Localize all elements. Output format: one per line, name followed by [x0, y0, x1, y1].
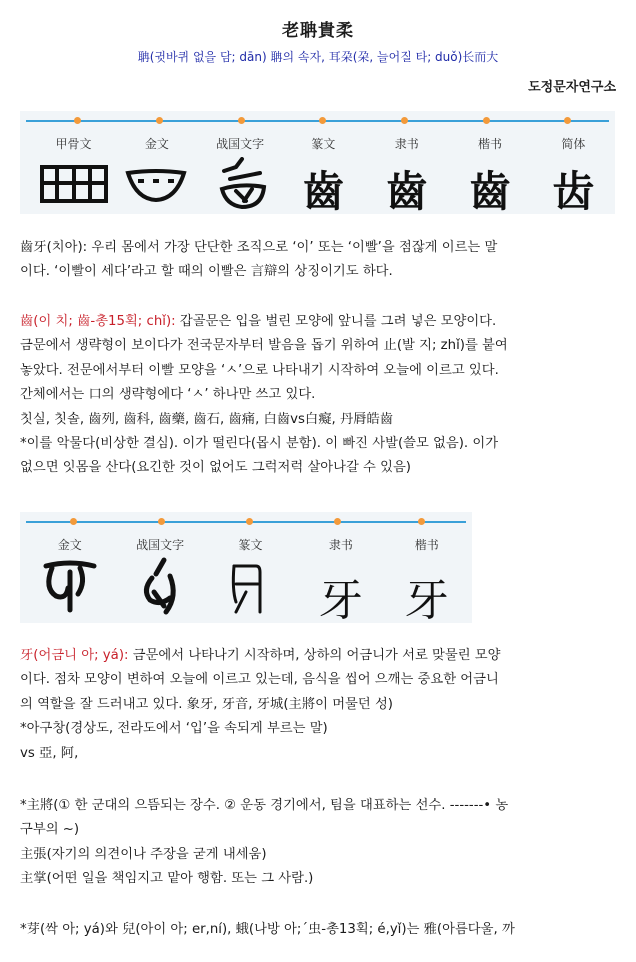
timeline-tick: [238, 117, 245, 124]
timeline-tick: [564, 117, 571, 124]
text-line: 의 역할을 잘 드러내고 있다. 象牙, 牙音, 牙城(主將이 머물던 성): [20, 696, 393, 712]
stage-label: 战国文字: [216, 137, 265, 151]
paragraph-chi: [20, 310, 616, 481]
stage-label: 隶书: [394, 137, 419, 151]
entry-heading: 牙(어금니 아; yá):: [20, 648, 129, 663]
script-evolution-chart-ya: [20, 512, 472, 626]
stage-label: 战国文字: [136, 538, 185, 552]
text-line: 놓았다. 전문에서부터 이빨 모양을 ‘ㅅ’으로 나타내기 시작하여 오늘에 이르고 있다.: [20, 362, 499, 378]
paragraph-jujang: [20, 794, 616, 892]
timeline-tick: [74, 117, 81, 124]
simplified-glyph-chi: 齿: [552, 167, 595, 216]
clerical-glyph-ya: 牙: [318, 575, 363, 626]
regular-glyph-ya: 牙: [404, 575, 449, 626]
stage-label: 隶书: [328, 538, 353, 552]
stage-label: 篆文: [238, 538, 263, 552]
stage-label: 简体: [561, 137, 586, 151]
paragraph-chia: [20, 236, 616, 285]
timeline-tick: [334, 518, 341, 525]
stage-label: 楷书: [478, 137, 503, 151]
text-line: *芽(싹 아; yá)와 兒(아이 아; er,ní), 蛾(나방 아;´虫-총13획; é,yǐ)는 雅(아름다울, 까: [20, 922, 515, 937]
bronze-glyph-ya: [40, 558, 100, 614]
text-line: 齒牙(치아): 우리 몸에서 가장 단단한 조직으로 ‘이’ 또는 ‘이빨’을 점잖게 이르는 말: [20, 240, 498, 255]
text-line: 主掌(어떤 일을 책임지고 맡아 행함. 또는 그 사람.): [20, 871, 314, 887]
timeline-line: [26, 521, 466, 523]
timeline-tick: [401, 117, 408, 124]
text-line: 主張(자기의 의견이나 주장을 굳게 내세움): [20, 846, 267, 862]
oracle-bone-glyph-chi: [38, 163, 112, 205]
timeline-tick: [158, 518, 165, 525]
timeline-tick: [246, 518, 253, 525]
text-line: *아구창(경상도, 전라도에서 ‘입’을 속되게 부르는 말): [20, 721, 328, 737]
entry-heading: 齒(이 치; 齒-총15획; chǐ):: [20, 314, 176, 329]
timeline-tick: [156, 117, 163, 124]
stage-label: 金文: [144, 137, 169, 151]
timeline-tick: [483, 117, 490, 124]
regular-glyph-chi: 齒: [469, 167, 512, 216]
text-line: 칫실, 칫솔, 齒列, 齒科, 齒藥, 齒石, 齒痛, 白齒vs白癡, 丹脣皓齒: [20, 411, 394, 427]
text-line: 없으면 잇몸을 산다(요긴한 것이 없어도 그럭저럭 살아나갈 수 있음): [20, 460, 411, 476]
timeline-tick: [319, 117, 326, 124]
text-line: *主將(① 한 군대의 으뜸되는 장수. ② 운동 경기에서, 팀을 대표하는 선수. -------• 농: [20, 798, 509, 813]
seal-glyph-ya: [226, 556, 270, 616]
text-line: 간체에서는 口의 생략형에다 ‘ㅅ’ 하나만 쓰고 있다.: [20, 387, 316, 403]
seal-glyph-chi: 齒: [302, 167, 345, 216]
text-line: 금문에서 생략형이 보이다가 전국문자부터 발음을 돕기 위하여 止(발 지; zhǐ)를 붙여: [20, 338, 508, 354]
text-line: 구부의 ~): [20, 822, 80, 838]
bronze-glyph-chi: [124, 167, 188, 203]
stage-label: 金文: [57, 538, 82, 552]
paragraph-ya: [20, 644, 616, 766]
text-line: 이다. 점차 모양이 변하여 오늘에 이르고 있는데, 음식을 씹어 으깨는 중요한 어금니: [20, 672, 499, 688]
text-line: vs 亞, 阿,: [20, 745, 79, 761]
text-line: 갑골문은 입을 벌린 모양에 앞니를 그려 넣은 모양이다.: [175, 314, 497, 329]
document-subtitle: 聃(귓바퀴 없을 담; dān) 聃의 속자, 耳朶(朶, 늘어질 타; duǒ)长而大: [137, 50, 499, 64]
text-line: 이다. ‘이빨이 세다’라고 할 때의 이빨은 言辯의 상징이기도 하다.: [20, 264, 393, 280]
timeline-tick: [418, 518, 425, 525]
warring-states-glyph-ya: [136, 556, 186, 616]
warring-states-glyph-chi: [216, 157, 272, 211]
text-line: 금문에서 나타나기 시작하며, 상하의 어금니가 서로 맞물린 모양: [128, 648, 501, 663]
document-title: 老聃貴柔: [282, 21, 354, 41]
timeline-tick: [70, 518, 77, 525]
organization-name: 도정문자연구소: [528, 80, 616, 95]
timeline-line: [26, 120, 609, 122]
clerical-glyph-chi: 齒: [385, 167, 428, 216]
text-line: *이를 악물다(비상한 결심). 이가 떨린다(몹시 분함). 이 빠진 사발(쓸모 없음). 이가: [20, 436, 499, 452]
script-evolution-chart-chi: [20, 111, 615, 214]
stage-label: 甲骨文: [55, 137, 92, 151]
paragraph-a: [20, 918, 616, 942]
stage-label: 篆文: [311, 137, 336, 151]
stage-label: 楷书: [414, 538, 439, 552]
